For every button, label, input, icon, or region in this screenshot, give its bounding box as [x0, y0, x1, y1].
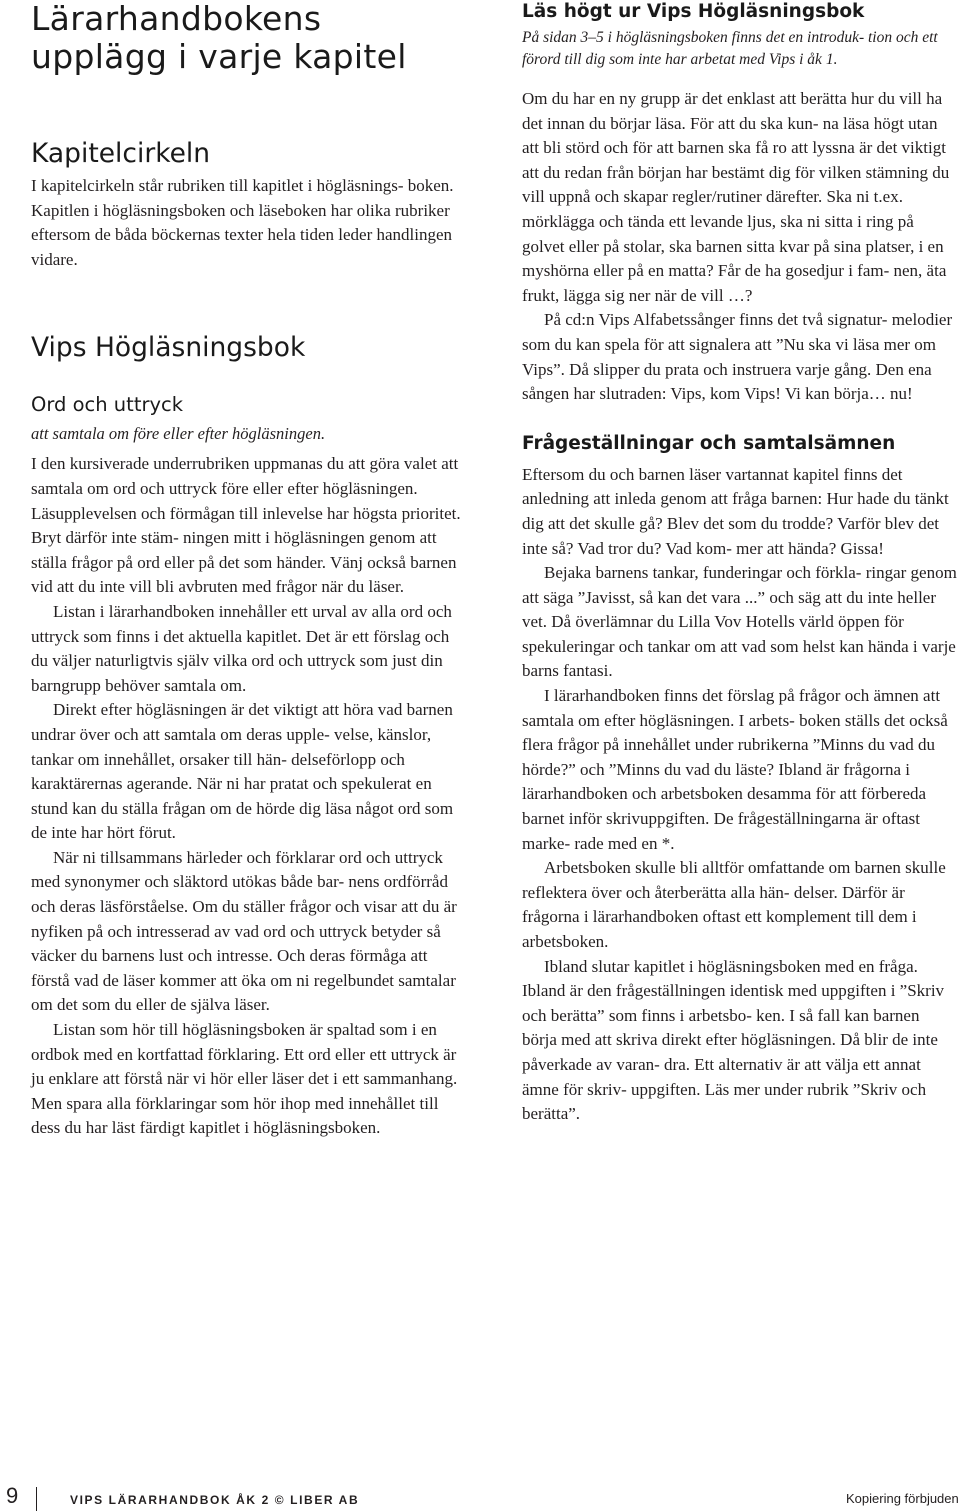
right-paragraph-1: Om du har en ny grupp är det enklast att berätta hur du vill ha det innan du börjar läsa. För att du ska kun- na läsa högt utan att bli störd och för att barnen ska få ro att lyssna är det viktigt att du redan från början har bestämt dig för vilken stämning du vill uppnå och skapar regler/rutiner därefter. Ska ni t.ex. mörklägga och tända ett levande ljus, ska ni sitta i ring på golvet eller på stolar, ska barnen sitta kvar på sina platser, i en myshörna eller på en matta? Får de ha gosedjur i fam- nen, äta frukt, lägga sig ner när de vill …?	[522, 89, 950, 305]
left-column	[31, 0, 463, 1141]
left-paragraph-3: Direkt efter högläsningen är det viktigt att höra vad barnen undrar över och att samtala om deras upple- velse, känslor, tankar om innehållet, orsaker till hän- delseförlopp och karaktärernas agerande. När ni har pratat och spekulerat en stund kan du ställa frågan om de hörde dig läsa något ord som de inte har hört förut.	[31, 700, 454, 843]
right-paragraph-5: I lärarhandboken finns det förslag på frågor och ämnen att samtala om efter högläsningen. I arbets- boken ställs det också flera frågor på innehållet under rubrikerna ”Minns du vad du hörde?” och ”Minns du vad du läste? Ibland är frågorna i lärarhandboken och arbetsboken desamma för att förbereda barnet inför skrivuppgiften. De frågeställningarna är oftast marke- rade med en *.	[522, 686, 948, 853]
page-title	[31, 0, 463, 76]
right-column	[522, 0, 958, 1127]
heading-las-hogt: Läs högt ur Vips Högläsningsbok	[522, 1, 865, 22]
left-paragraph-1: I den kursiverade underrubriken uppmanas du att göra valet att samtala om ord och uttryck före eller efter högläsningen. Läsupplevelsen och förmågan till inlevelse har högsta prioritet. Bryt därför inte stäm- ningen mitt i högläsningen genom att ställa frågor på ord eller på det som händer. Vänj också barnen vid att du inte vill bli avbruten med frågor när du läser.	[31, 454, 461, 597]
left-paragraph-2: Listan i lärarhandboken innehåller ett urval av alla ord och uttryck som finns i det aktuella kapitlet. Det är ett förslag och du väljer naturligtvis själv vilka ord och uttryck som just din barngrupp behöver samtala om.	[31, 601, 452, 695]
page-number: 9	[6, 1483, 19, 1508]
right-paragraph-4: Bejaka barnens tankar, funderingar och förkla- ringar genom att säga ”Javisst, så kan det vara ...” och säg att du inte heller vet. Då överlämnar du Lilla Vov Hotells värld öppen för spekuleringar och tankar om att vad som helst kan hända i varje barns fantasi.	[522, 563, 957, 681]
page-title-line2: upplägg i varje kapitel	[31, 37, 407, 76]
las-hogt-lead: På sidan 3–5 i högläsningsboken finns det en introduk- tion och ett förord till dig som inte har arbetat med Vips i åk 1.	[522, 29, 938, 68]
footer-copy-notice: Kopiering förbjuden	[846, 1491, 959, 1506]
heading-ord-och-uttryck: Ord och uttryck	[31, 393, 184, 417]
left-paragraph-4: När ni tillsammans härleder och förklarar ord och uttryck med synonymer och släktord utökas både bar- nens ordförråd och deras läsförståelse. Om du ställer frågor och visar att du är nyfiken på och intresserad av vad ord och uttryck betyder så väcker du barnens lust och intresse. Och deras förmåga att förstå vad de läser kommer att öka om ni regelbundet samtalar om det som du eller de själva läser.	[31, 847, 457, 1015]
page-footer	[0, 1483, 960, 1511]
kapitelcirkeln-body: I kapitelcirkeln står rubriken till kapitlet i högläsnings- boken. Kapitlen i högläsningsboken och läseboken har olika rubriker eftersom de båda böckernas texter hela tiden leder handlingen vidare.	[31, 176, 454, 269]
right-paragraph-7: Ibland slutar kapitlet i högläsningsboken med en fråga. Ibland är den frågeställningen identisk med uppgiften i ”Skriv och berätta” som finns i arbetsbo- ken. I så fall kan barnen börja med att skriva direkt efter högläsningen. Då blir de inte påverkade av varan- dra. Ett alternativ är att välja ett annat ämne för skriv- uppgiften. Läs mer under rubrik ”Skriv och berätta”.	[522, 956, 945, 1124]
footer-book-title: VIPS LÄRARHANDBOK ÅK 2 © LIBER AB	[70, 1493, 360, 1507]
heading-kapitelcirkeln: Kapitelcirkeln	[31, 138, 211, 169]
left-paragraph-5: Listan som hör till högläsningsboken är spaltad som i en ordbok med en kortfattad förklaring. Ett ord eller ett uttryck är ju enklare att förstå när vi hör eller läser det i ett sammanhang. Men spara alla förklaringar som hör ihop med innehållet till dess du har läst färdigt kapitlet i högläsningsboken.	[31, 1020, 458, 1138]
heading-vips-hoglasningsbok: Vips Högläsningsbok	[31, 332, 306, 364]
page-title-line1: Lärarhandbokens	[31, 0, 322, 38]
footer-divider	[36, 1487, 37, 1511]
heading-fragestallningar: Frågeställningar och samtalsämnen	[522, 432, 896, 454]
right-paragraph-6: Arbetsboken skulle bli alltför omfattande om barnen skulle reflektera över och återberätta alla hän- delser. Därför är frågorna i lärarhandboken oftast ett komplement till dem i arbetsboken.	[522, 858, 946, 951]
right-paragraph-2: På cd:n Vips Alfabetssånger finns det två signatur- melodier som du kan spela för att signalera att ”Nu ska vi läsa mer om Vips”. Då slipper du prata och instruera varje gång. Den ena sången har slutraden: Vips, kom Vips! Vi kan börja… nu!	[522, 310, 953, 404]
ord-och-uttryck-lead: att samtala om före eller efter högläsningen.	[31, 424, 326, 444]
right-paragraph-3: Eftersom du och barnen läser vartannat kapitel finns det anledning att inleda genom att fråga barnen: Hur hade du tänkt dig att det skulle gå? Blev det som du trodde? Varför blev det inte så? Vad tror du? Vad kom- mer att hända? Gissa!	[522, 464, 949, 558]
